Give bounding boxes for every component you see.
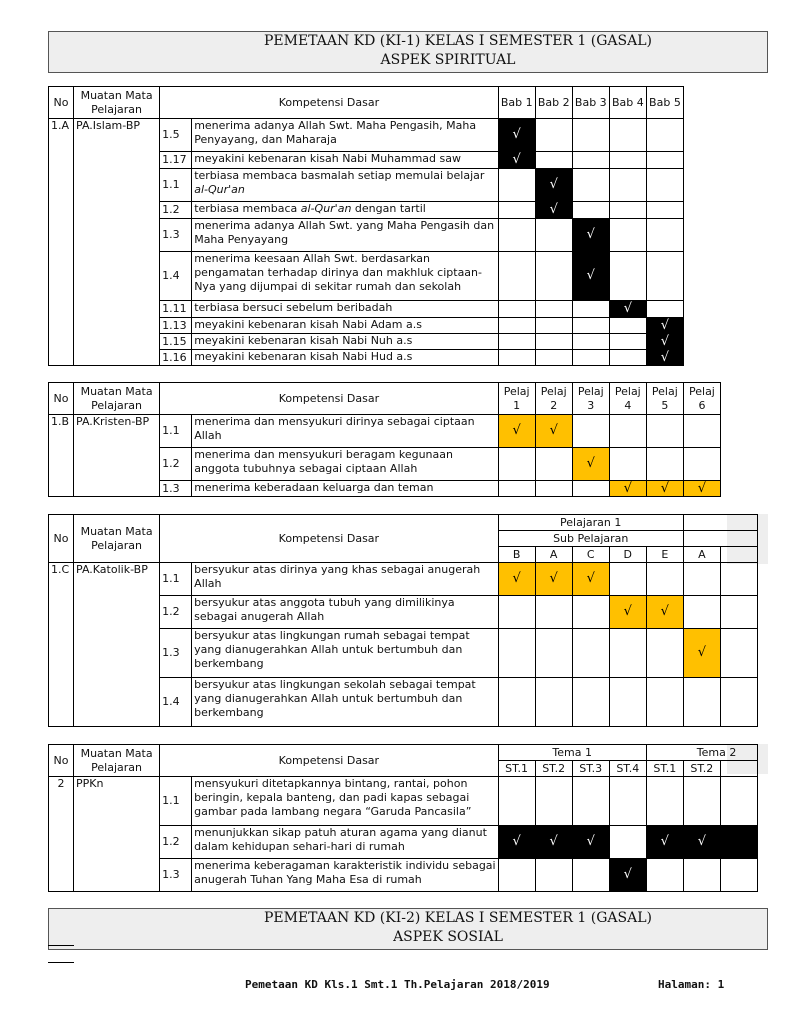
header-col: A xyxy=(535,547,572,563)
header-group: Pelajaran 1 xyxy=(498,515,683,531)
kd-text xyxy=(192,202,498,219)
kd-code: 1.1 xyxy=(160,563,192,596)
kd-code: 1.4 xyxy=(160,252,192,301)
table-katolik xyxy=(48,514,758,727)
check-mark: √ xyxy=(609,596,646,629)
header-col: E xyxy=(646,547,683,563)
header-col: Bab 4 xyxy=(609,87,646,119)
header-col: ST.1 xyxy=(498,761,535,777)
table-row xyxy=(49,415,721,448)
kd-code: 1.11 xyxy=(160,301,192,318)
header-col: Pelaj 1 xyxy=(498,383,535,415)
kd-code: 1.3 xyxy=(160,859,192,892)
kd-text: bersyukur atas lingkungan rumah sebagai tempat yang dianugerahkan Allah untuk bertumbuh dan berkembang xyxy=(192,629,498,678)
kd-text-italic: al-Qur'an xyxy=(194,183,245,196)
header-mapel: Muatan Mata Pelajaran xyxy=(74,87,160,119)
header-no: No xyxy=(49,383,74,415)
kd-code: 1.5 xyxy=(160,119,192,152)
header-col: Bab 1 xyxy=(498,87,535,119)
header-col: C xyxy=(572,547,609,563)
kd-text: bersyukur atas dirinya yang khas sebagai anugerah Allah xyxy=(192,563,498,596)
check-mark: √ xyxy=(646,334,683,350)
kd-text-part: dengan tartil xyxy=(351,202,426,215)
kd-text: mensyukuri ditetapkannya bintang, rantai, pohon beringin, kepala banteng, dan padi kapas sebagai gambar pada lambang negara “Garuda Pancasila” xyxy=(192,777,498,826)
header-kd: Kompetensi Dasar xyxy=(160,745,498,777)
check-mark: √ xyxy=(683,826,720,859)
kd-text: menerima keberadaan keluarga dan teman xyxy=(192,481,498,497)
check-mark: √ xyxy=(535,415,572,448)
header-col: ST.3 xyxy=(572,761,609,777)
kd-code: 1.1 xyxy=(160,169,192,202)
check-mark: √ xyxy=(683,629,720,678)
kd-code: 1.2 xyxy=(160,202,192,219)
header2-line1: PEMETAAN KD (KI-2) KELAS I SEMESTER 1 (GASAL) xyxy=(263,910,652,926)
header-kd: Kompetensi Dasar xyxy=(160,515,498,563)
kd-text: menerima adanya Allah Swt. Maha Pengasih, Maha Penyayang, dan Maharaja xyxy=(192,119,498,152)
row-no: 1.B xyxy=(49,415,74,497)
header-kd: Kompetensi Dasar xyxy=(160,87,499,119)
kd-code: 1.1 xyxy=(160,777,192,826)
header-mapel: Muatan Mata Pelajaran xyxy=(74,745,160,777)
kd-text: menunjukkan sikap patuh aturan agama yang dianut dalam kehidupan sehari-hari di rumah xyxy=(192,826,498,859)
row-mapel: PA.Kristen-BP xyxy=(74,415,160,497)
check-mark: √ xyxy=(683,481,720,497)
check-mark: √ xyxy=(609,301,646,318)
kd-code: 1.16 xyxy=(160,350,192,366)
kd-text: meyakini kebenaran kisah Nabi Hud a.s xyxy=(192,350,498,366)
divider xyxy=(48,962,74,963)
kd-text: meyakini kebenaran kisah Nabi Adam a.s xyxy=(192,318,498,334)
kd-code: 1.13 xyxy=(160,318,192,334)
kd-text-part: terbiasa membaca xyxy=(194,202,301,215)
check-mark: √ xyxy=(535,202,572,219)
header-kd: Kompetensi Dasar xyxy=(160,383,499,415)
header-group: Tema 2 xyxy=(646,745,757,761)
table-row xyxy=(49,777,758,826)
table-row xyxy=(49,119,684,152)
check-mark: √ xyxy=(572,448,609,481)
header-col: ST.2 xyxy=(683,761,720,777)
header-subgroup: Sub Pelajaran xyxy=(498,531,683,547)
footer-page: Halaman: 1 xyxy=(658,978,725,991)
check-mark: √ xyxy=(572,219,609,252)
check-mark: √ xyxy=(609,859,646,892)
header2-line2: ASPEK SOSIAL xyxy=(393,929,503,945)
header-col: A xyxy=(683,547,720,563)
footer-left: Pemetaan KD Kls.1 Smt.1 Th.Pelajaran 2018/2019 xyxy=(245,978,550,991)
kd-text: bersyukur atas anggota tubuh yang dimilikinya sebagai anugerah Allah xyxy=(192,596,498,629)
table-kristen xyxy=(48,382,721,497)
check-mark: √ xyxy=(498,415,535,448)
header-col: Pelaj 2 xyxy=(535,383,572,415)
row-no: 1.A xyxy=(49,119,74,366)
header-col: Pelaj 6 xyxy=(683,383,720,415)
kd-text xyxy=(192,169,498,202)
kd-text: menerima dan mensyukuri dirinya sebagai ciptaan Allah xyxy=(192,415,498,448)
check-mark: √ xyxy=(609,481,646,497)
kd-text: menerima keesaan Allah Swt. berdasarkan pengamatan terhadap dirinya dan makhluk ciptaan-Nya yang dijumpai di sekitar rumah dan sekolah xyxy=(192,252,498,301)
header-col: Bab 5 xyxy=(646,87,683,119)
check-mark: √ xyxy=(646,596,683,629)
kd-text: menerima dan mensyukuri beragam kegunaan anggota tubuhnya sebagai ciptaan Allah xyxy=(192,448,498,481)
check-mark: √ xyxy=(535,169,572,202)
check-mark: √ xyxy=(498,152,535,169)
kd-code: 1.2 xyxy=(160,596,192,629)
row-mapel: PA.Katolik-BP xyxy=(74,563,160,727)
kd-text-part: terbiasa membaca basmalah setiap memulai belajar xyxy=(194,169,485,182)
divider xyxy=(48,945,74,946)
check-mark: √ xyxy=(646,481,683,497)
header-col: Pelaj 3 xyxy=(572,383,609,415)
check-mark: √ xyxy=(498,119,535,152)
header-col: Pelaj 5 xyxy=(646,383,683,415)
kd-text: terbiasa bersuci sebelum beribadah xyxy=(192,301,498,318)
header-mapel: Muatan Mata Pelajaran xyxy=(74,515,160,563)
kd-code: 1.3 xyxy=(160,219,192,252)
header-col: B xyxy=(498,547,535,563)
check-mark: √ xyxy=(572,252,609,301)
header-col: Pelaj 4 xyxy=(609,383,646,415)
header-col: Bab 3 xyxy=(572,87,609,119)
header-mapel: Muatan Mata Pelajaran xyxy=(74,383,160,415)
row-no: 1.C xyxy=(49,563,74,727)
table-islam xyxy=(48,86,684,366)
table-row xyxy=(49,563,758,596)
check-mark: √ xyxy=(498,826,535,859)
header-col: ST.4 xyxy=(609,761,646,777)
kd-text: bersyukur atas lingkungan sekolah sebagai tempat yang dianugerahkan Allah untuk bertumbuh dan berkembang xyxy=(192,678,498,727)
header1-title xyxy=(48,32,808,70)
kd-text-italic: al-Qur'an xyxy=(300,202,352,215)
kd-code: 1.3 xyxy=(160,481,192,497)
table-ppkn xyxy=(48,744,758,892)
kd-code: 1.17 xyxy=(160,152,192,169)
kd-text: menerima adanya Allah Swt. yang Maha Pengasih dan Maha Penyayang xyxy=(192,219,498,252)
check-mark: √ xyxy=(498,563,535,596)
header1-line2: ASPEK SPIRITUAL xyxy=(380,52,516,68)
check-mark: √ xyxy=(535,826,572,859)
kd-text: meyakini kebenaran kisah Nabi Muhammad saw xyxy=(192,152,498,169)
row-mapel: PPKn xyxy=(74,777,160,892)
header-group: Tema 1 xyxy=(498,745,646,761)
header-no: No xyxy=(49,87,74,119)
check-mark: √ xyxy=(646,350,683,366)
check-mark: √ xyxy=(646,318,683,334)
row-no: 2 xyxy=(49,777,74,892)
header1-line1: PEMETAAN KD (KI-1) KELAS I SEMESTER 1 (GASAL) xyxy=(263,33,652,49)
header-no: No xyxy=(49,515,74,563)
kd-text: menerima keberagaman karakteristik individu sebagai anugerah Tuhan Yang Maha Esa di rumah xyxy=(192,859,498,892)
check-mark: √ xyxy=(535,563,572,596)
check-mark: √ xyxy=(572,563,609,596)
header-col: D xyxy=(609,547,646,563)
kd-text: meyakini kebenaran kisah Nabi Nuh a.s xyxy=(192,334,498,350)
header2-title xyxy=(48,909,808,947)
header-col: ST.1 xyxy=(646,761,683,777)
check-mark: √ xyxy=(572,826,609,859)
check-mark: √ xyxy=(646,826,683,859)
kd-code: 1.1 xyxy=(160,415,192,448)
kd-code: 1.4 xyxy=(160,678,192,727)
kd-code: 1.2 xyxy=(160,826,192,859)
header-no: No xyxy=(49,745,74,777)
kd-code: 1.3 xyxy=(160,629,192,678)
kd-code: 1.2 xyxy=(160,448,192,481)
kd-code: 1.15 xyxy=(160,334,192,350)
header-col: ST.2 xyxy=(535,761,572,777)
row-mapel: PA.Islam-BP xyxy=(74,119,160,366)
header-col: Bab 2 xyxy=(535,87,572,119)
